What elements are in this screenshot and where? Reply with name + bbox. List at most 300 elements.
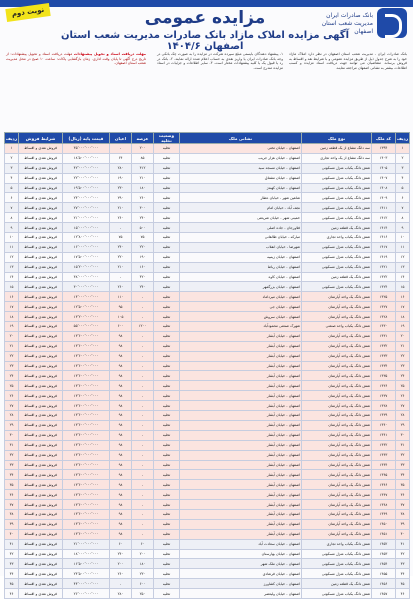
table-row	[5, 391, 410, 401]
table-cell: ۳۳	[5, 460, 19, 470]
table-cell: ۸	[5, 213, 19, 223]
table-cell: -	[132, 519, 154, 529]
table-cell: اصفهان - خیابان بهارستان	[180, 549, 302, 559]
table-cell: ۳۱	[5, 440, 19, 450]
table-cell: شش دانگ یک واحد آپارتمان	[302, 490, 372, 500]
table-cell: ۱۳٬۶۰۰٬۰۰۰٬۰۰۰	[63, 411, 110, 421]
table-cell: ۲۵	[5, 381, 19, 391]
table-cell: شاهین شهر - خیابان عطار	[180, 193, 302, 203]
table-cell: شش دانگ یک واحد آپارتمان	[302, 341, 372, 351]
table-cell: اصفهان - خیابان آبشار	[180, 529, 302, 539]
table-cell: شش دانگ یکباب منزل مسکونی	[302, 569, 372, 579]
table-cell: ۲۹	[396, 420, 410, 430]
table-row	[5, 233, 410, 243]
table-cell: اصفهان - خیابان آبشار	[180, 411, 302, 421]
table-cell: ۲۹۰	[110, 193, 132, 203]
table-cell: شش دانگ یکباب منزل مسکونی	[302, 183, 372, 193]
table-cell: ۹۸	[110, 509, 132, 519]
table-cell: فلاورجان - جاده اصلی	[180, 223, 302, 233]
table-cell: ۱۴۲۲	[372, 272, 396, 282]
table-cell: ۵	[5, 183, 19, 193]
table-cell: اصفهان - خیابان سروش	[180, 312, 302, 322]
column-header: شرایط فروش	[19, 133, 63, 144]
table-cell: ۴۴	[396, 569, 410, 579]
table-cell: ۱۴۴۴	[372, 460, 396, 470]
table-cell: فروش نقدی و اقساط	[19, 539, 63, 549]
table-cell: فروش نقدی و اقساط	[19, 470, 63, 480]
column-header: نشانی ملک	[180, 133, 302, 144]
table-cell: تخلیه	[154, 480, 180, 490]
table-cell: تخلیه	[154, 490, 180, 500]
table-row	[5, 381, 410, 391]
table-cell: شش دانگ یک واحد آپارتمان	[302, 371, 372, 381]
table-cell: فروش نقدی و اقساط	[19, 529, 63, 539]
intro-deadline-highlight: مهلت دریافت اسناد و تحویل پیشنهادات	[73, 52, 146, 56]
table-cell: ۲۴۰	[110, 549, 132, 559]
table-cell: ۲۴٬۵۰۰٬۰۰۰٬۰۰۰	[63, 569, 110, 579]
table-cell: فروش نقدی و اقساط	[19, 500, 63, 510]
table-cell: ۱۳٬۶۰۰٬۰۰۰٬۰۰۰	[63, 361, 110, 371]
table-cell: -	[132, 302, 154, 312]
table-cell: فروش نقدی و اقساط	[19, 430, 63, 440]
table-cell: ۱۴۴۵	[372, 470, 396, 480]
table-cell: شش دانگ یک واحد آپارتمان	[302, 529, 372, 539]
table-cell: اصفهان - خیابان آبشار	[180, 480, 302, 490]
table-row	[5, 519, 410, 529]
table-row	[5, 470, 410, 480]
table-cell: فروش نقدی و اقساط	[19, 242, 63, 252]
table-cell: تخلیه	[154, 193, 180, 203]
table-cell: ۴۶	[396, 589, 410, 599]
table-cell: تخلیه	[154, 173, 180, 183]
table-cell: تخلیه	[154, 430, 180, 440]
table-cell: ۱۳٬۶۰۰٬۰۰۰٬۰۰۰	[63, 401, 110, 411]
table-cell: ۱۳	[396, 262, 410, 272]
table-cell: فروش نقدی و اقساط	[19, 490, 63, 500]
table-cell: ۱۳٬۶۰۰٬۰۰۰٬۰۰۰	[63, 500, 110, 510]
table-cell: فروش نقدی و اقساط	[19, 183, 63, 193]
table-cell: اصفهان - خیابان آبشار	[180, 331, 302, 341]
table-row	[5, 173, 410, 183]
table-cell: ۱۶۰	[132, 262, 154, 272]
table-cell: ۱۴۱۶	[372, 233, 396, 243]
table-cell: -	[132, 341, 154, 351]
table-cell: ۴۶	[5, 589, 19, 599]
table-row	[5, 480, 410, 490]
table-cell: ۹۸	[110, 381, 132, 391]
table-cell: اصفهان - خیابان مشتاق	[180, 173, 302, 183]
table-cell: ۱۴۲۵	[372, 292, 396, 302]
table-cell: ۴۴٬۰۰۰٬۰۰۰٬۰۰۰	[63, 579, 110, 589]
table-cell: اصفهان - خیابان آبشار	[180, 391, 302, 401]
table-cell: شش دانگ یک قطعه زمین	[302, 272, 372, 282]
table-cell: تخلیه	[154, 569, 180, 579]
table-cell: -	[132, 420, 154, 430]
table-cell: اصفهان - خیابان آبشار	[180, 341, 302, 351]
table-row	[5, 490, 410, 500]
table-cell: شش دانگ یک واحد آپارتمان	[302, 470, 372, 480]
table-cell: شش دانگ یک واحد آپارتمان	[302, 391, 372, 401]
table-cell: ۱۹۰	[132, 252, 154, 262]
table-cell: ۱۳٬۶۰۰٬۰۰۰٬۰۰۰	[63, 331, 110, 341]
table-cell: ۴۲٬۰۰۰٬۰۰۰٬۰۰۰	[63, 163, 110, 173]
table-cell: تخلیه	[154, 163, 180, 173]
table-row	[5, 361, 410, 371]
table-cell: ۹۸	[110, 529, 132, 539]
table-cell: شش دانگ یکباب منزل مسکونی	[302, 262, 372, 272]
table-cell: اصفهان - خیابان فرشادی	[180, 569, 302, 579]
table-cell: شش دانگ یکباب منزل مسکونی	[302, 549, 372, 559]
table-cell: ۱۴۴۲	[372, 440, 396, 450]
table-cell: سه دانگ مشاع از یک قطعه زمین	[302, 144, 372, 154]
table-cell: -	[132, 430, 154, 440]
table-cell: نجف آباد - خیابان امام	[180, 203, 302, 213]
table-cell: ۲۲	[396, 351, 410, 361]
table-cell: تخلیه	[154, 519, 180, 529]
table-cell: ۱۲	[396, 252, 410, 262]
table-row	[5, 539, 410, 549]
table-cell: فروش نقدی و اقساط	[19, 223, 63, 233]
table-cell: فروش نقدی و اقساط	[19, 282, 63, 292]
table-cell: فروش نقدی و اقساط	[19, 233, 63, 243]
turn-badge: نوبت دوم	[5, 3, 50, 22]
table-body	[5, 144, 410, 599]
table-cell: ۱۵	[5, 282, 19, 292]
table-cell: ۱۴۰۵	[372, 163, 396, 173]
table-cell: تخلیه	[154, 460, 180, 470]
table-cell: ۱۵	[396, 282, 410, 292]
table-cell: ۴۲	[5, 549, 19, 559]
intro-deadline-text: مهلت دریافت اسناد و تحویل پیشنهادات: از تاریخ درج آگهی تا پایان وقت اداری. زمان بازگشایی پاکات: ساعت ۱۰ صبح در محل مدیریت شعب استان اصفهان.	[6, 52, 146, 66]
top-color-band	[0, 0, 413, 7]
table-cell: ۶۰	[132, 539, 154, 549]
table-cell: ۶۰	[110, 539, 132, 549]
table-cell: اصفهان - خیابان سعادت آباد	[180, 539, 302, 549]
table-cell: ۱۴۱۲	[372, 213, 396, 223]
table-cell: تخلیه	[154, 589, 180, 599]
table-cell: فروش نقدی و اقساط	[19, 460, 63, 470]
table-cell: ۲۶۰	[110, 213, 132, 223]
table-cell: فروش نقدی و اقساط	[19, 420, 63, 430]
table-cell: ۷	[5, 203, 19, 213]
table-cell: تخلیه	[154, 351, 180, 361]
table-cell: ۷	[396, 203, 410, 213]
table-cell: -	[132, 470, 154, 480]
table-row	[5, 351, 410, 361]
table-cell: شش دانگ یکباب واحد تجاری	[302, 233, 372, 243]
table-cell: ۱۴۱۹	[372, 252, 396, 262]
table-cell: تخلیه	[154, 233, 180, 243]
table-cell: فروش نقدی و اقساط	[19, 144, 63, 154]
table-cell: ۱۵٬۰۰۰٬۰۰۰٬۰۰۰	[63, 223, 110, 233]
table-cell: شش دانگ یک قطعه زمین	[302, 223, 372, 233]
notice-subtitle: آگهی مزایده املاک مازاد بانک صادرات مدیریت شعب استان اصفهان ۱۴۰۴/۶	[60, 30, 350, 52]
table-cell: فروش نقدی و اقساط	[19, 509, 63, 519]
table-cell: ۳۶	[396, 490, 410, 500]
table-cell: ۲۶۰	[110, 282, 132, 292]
table-cell: شش دانگ یک واحد آپارتمان	[302, 312, 372, 322]
table-cell: ۳۴	[5, 470, 19, 480]
table-row	[5, 430, 410, 440]
table-cell: فروش نقدی و اقساط	[19, 559, 63, 569]
table-cell: ۲۶۰	[132, 193, 154, 203]
table-cell: خمینی شهر - خیابان شریعتی	[180, 213, 302, 223]
table-cell: سه دانگ مشاع از یک واحد تجاری	[302, 153, 372, 163]
table-cell: ۴	[5, 173, 19, 183]
table-cell: ۱۳٬۶۰۰٬۰۰۰٬۰۰۰	[63, 450, 110, 460]
table-cell: شش دانگ یکباب منزل مسکونی	[302, 559, 372, 569]
table-cell: ۳۲	[5, 450, 19, 460]
table-cell: ۹۸	[110, 391, 132, 401]
table-cell: -	[132, 480, 154, 490]
table-cell: فروش نقدی و اقساط	[19, 440, 63, 450]
table-cell: -	[132, 509, 154, 519]
table-cell: شش دانگ یک واحد آپارتمان	[302, 420, 372, 430]
table-cell: ۹۸	[110, 351, 132, 361]
table-cell: اصفهان - خیابان تختی	[180, 144, 302, 154]
table-cell: ۳۲	[396, 450, 410, 460]
table-cell: فروش نقدی و اقساط	[19, 381, 63, 391]
table-cell: ۳۶	[5, 490, 19, 500]
table-cell: ۱	[396, 144, 410, 154]
table-cell: ۴۳	[396, 559, 410, 569]
table-row	[5, 529, 410, 539]
table-cell: ۱۲٬۵۰۰٬۰۰۰٬۰۰۰	[63, 302, 110, 312]
table-row	[5, 193, 410, 203]
table-cell: -	[132, 450, 154, 460]
table-cell: تخلیه	[154, 341, 180, 351]
table-cell: تخلیه	[154, 361, 180, 371]
table-cell: شش دانگ یک واحد آپارتمان	[302, 292, 372, 302]
table-cell: اصفهان - خیابان رباط	[180, 262, 302, 272]
table-cell: شش دانگ یک واحد آپارتمان	[302, 450, 372, 460]
table-cell: ۳۷	[5, 500, 19, 510]
bank-unit: مدیریت شعب استان اصفهان	[321, 20, 373, 35]
table-cell: اصفهان - خیابان آبشار	[180, 440, 302, 450]
table-cell: ۹۸	[110, 490, 132, 500]
table-cell: ۹۸	[110, 420, 132, 430]
table-cell: ۲۳۰	[110, 183, 132, 193]
table-cell: -	[132, 381, 154, 391]
table-cell: فروش نقدی و اقساط	[19, 549, 63, 559]
table-cell: ۴۰	[396, 529, 410, 539]
table-cell: ۱۵٬۲۰۰٬۰۰۰٬۰۰۰	[63, 262, 110, 272]
table-cell: شش دانگ یک واحد آپارتمان	[302, 509, 372, 519]
table-cell: فروش نقدی و اقساط	[19, 371, 63, 381]
table-cell: ۲۴۰	[132, 282, 154, 292]
table-cell: -	[110, 144, 132, 154]
table-cell: ۲۱٬۰۰۰٬۰۰۰٬۰۰۰	[63, 539, 110, 549]
table-cell: ۱۴۳۱	[372, 331, 396, 341]
table-cell: اصفهان - خیابان هزار جریب	[180, 153, 302, 163]
table-cell: ۱۹	[5, 322, 19, 332]
table-cell: ۲	[396, 153, 410, 163]
table-cell: ۲۱	[5, 341, 19, 351]
table-cell: ۱۶٬۰۰۰٬۰۰۰٬۰۰۰	[63, 242, 110, 252]
table-cell: ۱۴۵۲	[372, 539, 396, 549]
table-row	[5, 549, 410, 559]
table-cell: تخلیه	[154, 579, 180, 589]
table-cell: ۱۳٬۶۰۰٬۰۰۰٬۰۰۰	[63, 420, 110, 430]
table-cell: ۱۷	[5, 302, 19, 312]
table-cell: ۳۰۰	[132, 203, 154, 213]
table-cell: ۵	[396, 183, 410, 193]
table-cell: ۲۱۰	[110, 262, 132, 272]
column-header: قیمت پایه (ریال)	[63, 133, 110, 144]
table-cell: ۱۴۴۹	[372, 509, 396, 519]
table-cell: ۳۷	[396, 500, 410, 510]
table-cell: تخلیه	[154, 302, 180, 312]
table-cell: ۱۴۳۲	[372, 341, 396, 351]
table-cell: فروش نقدی و اقساط	[19, 322, 63, 332]
table-cell: ۱۴۴۶	[372, 480, 396, 490]
table-cell: ۹۸	[110, 470, 132, 480]
table-cell: ۱۲٬۸۰۰٬۰۰۰٬۰۰۰	[63, 233, 110, 243]
table-row	[5, 411, 410, 421]
table-cell: ۱۴۲۷	[372, 302, 396, 312]
table-cell: تخلیه	[154, 381, 180, 391]
table-cell: شش دانگ یک واحد آپارتمان	[302, 480, 372, 490]
table-cell: ۲۲۰	[132, 242, 154, 252]
table-cell: شش دانگ یکباب منزل مسکونی	[302, 203, 372, 213]
table-cell: فروش نقدی و اقساط	[19, 341, 63, 351]
table-cell: ۱۳٬۶۰۰٬۰۰۰٬۰۰۰	[63, 381, 110, 391]
column-header: کد ملک	[372, 133, 396, 144]
table-cell: شش دانگ یکباب منزل مسکونی	[302, 242, 372, 252]
table-cell: ۲۰۰	[132, 144, 154, 154]
table-row	[5, 559, 410, 569]
table-cell: ۵۰۰	[132, 223, 154, 233]
table-cell: ۱۴۳۹	[372, 411, 396, 421]
table-cell: اصفهان - خیابان مسجد سید	[180, 163, 302, 173]
table-cell: -	[132, 371, 154, 381]
table-cell: ۹۸	[110, 430, 132, 440]
table-cell: فروش نقدی و اقساط	[19, 450, 63, 460]
table-cell: شش دانگ یک واحد آپارتمان	[302, 460, 372, 470]
table-cell: ۳۰٬۰۰۰٬۰۰۰٬۰۰۰	[63, 282, 110, 292]
table-cell: تخلیه	[154, 509, 180, 519]
table-cell: ۱۴۳۶	[372, 381, 396, 391]
table-cell: ۱۳٬۶۰۰٬۰۰۰٬۰۰۰	[63, 480, 110, 490]
table-row	[5, 153, 410, 163]
table-cell: ۲۷	[5, 401, 19, 411]
table-cell: -	[132, 312, 154, 322]
table-cell: ۶	[396, 193, 410, 203]
table-cell: اصفهان - خیابان زینبیه	[180, 252, 302, 262]
table-cell: ۲۸۰	[110, 163, 132, 173]
table-cell: ۶۰۰	[110, 322, 132, 332]
table-cell: ۹۸	[110, 460, 132, 470]
table-cell: ۲۶۰	[110, 569, 132, 579]
table-cell: تخلیه	[154, 223, 180, 233]
table-cell: ۱۰۵	[110, 312, 132, 322]
table-cell: ۲۳۰	[132, 569, 154, 579]
table-cell: ۲۰۰	[110, 559, 132, 569]
table-cell: تخلیه	[154, 312, 180, 322]
table-cell: تخلیه	[154, 549, 180, 559]
table-cell: شهرضا - خیابان انقلاب	[180, 242, 302, 252]
table-cell: ۹۸	[110, 411, 132, 421]
table-row	[5, 371, 410, 381]
table-cell: ۳۸	[396, 509, 410, 519]
table-cell: ۱۳٬۶۰۰٬۰۰۰٬۰۰۰	[63, 460, 110, 470]
table-cell: اصفهان - خیابان آبشار	[180, 500, 302, 510]
table-cell: ۹۸	[110, 519, 132, 529]
table-cell: ۲۷٬۰۰۰٬۰۰۰٬۰۰۰	[63, 203, 110, 213]
table-cell: ۲	[5, 153, 19, 163]
table-cell: اصفهان - خیابان آبشار	[180, 371, 302, 381]
table-row	[5, 203, 410, 213]
table-row	[5, 292, 410, 302]
table-cell: ۱۴۵۴	[372, 559, 396, 569]
table-cell: فروش نقدی و اقساط	[19, 163, 63, 173]
table-cell: ۴۳	[5, 559, 19, 569]
table-cell: ۱۱	[5, 242, 19, 252]
table-cell: ۱۴۵۱	[372, 529, 396, 539]
table-cell: اصفهان - خیابان آبشار	[180, 460, 302, 470]
column-header: عرصه	[132, 133, 154, 144]
table-row	[5, 401, 410, 411]
table-row	[5, 509, 410, 519]
table-cell: ۲۰	[5, 331, 19, 341]
table-cell: ۴۲۰	[132, 272, 154, 282]
table-cell: تخلیه	[154, 153, 180, 163]
column-header: اعیان	[110, 133, 132, 144]
table-cell: ۱۳٬۶۰۰٬۰۰۰٬۰۰۰	[63, 529, 110, 539]
table-cell: ۵۵٬۰۰۰٬۰۰۰٬۰۰۰	[63, 322, 110, 332]
table-cell: ۲۵۰	[132, 589, 154, 599]
table-row	[5, 569, 410, 579]
column-header: ردیف	[5, 133, 19, 144]
bank-name: بانک صادرات ایران	[326, 12, 373, 19]
table-cell: فروش نقدی و اقساط	[19, 519, 63, 529]
table-cell: فروش نقدی و اقساط	[19, 302, 63, 312]
table-cell: ۱۴۴۱	[372, 430, 396, 440]
table-cell: ۲۷	[396, 401, 410, 411]
table-cell: ۳۹	[396, 519, 410, 529]
table-cell: فروش نقدی و اقساط	[19, 411, 63, 421]
table-cell: شش دانگ یک واحد آپارتمان	[302, 381, 372, 391]
table-cell: ۱۷	[396, 302, 410, 312]
table-cell: ۴۵	[396, 579, 410, 589]
table-cell: ۱۶	[5, 292, 19, 302]
table-cell: تخلیه	[154, 440, 180, 450]
table-cell: اصفهان - خیابان آبشار	[180, 420, 302, 430]
table-cell: ۲۴	[396, 371, 410, 381]
table-cell: فروش نقدی و اقساط	[19, 480, 63, 490]
table-cell: ۲۲۰	[110, 252, 132, 262]
table-cell: تخلیه	[154, 203, 180, 213]
table-cell: شش دانگ یک واحد آپارتمان	[302, 361, 372, 371]
table-cell: ۴۱	[396, 539, 410, 549]
intro-text-middle: ۱- پیشنهاد دهندگان بایستی مبلغ سپرده شرکت در مزایده را به صورت چک بانکی در وجه بانک صادرات ایران یا واریز نقدی به حساب اعلام شده ارائه نمایند. ۲- بانک در رد یا قبول یک یا کلیه پیشنهادات مختار است. ۳- سایر اطلاعات و جزئیات در اسناد مزایده مندرج است.	[157, 52, 284, 70]
table-cell: شش دانگ یکباب منزل مسکونی	[302, 252, 372, 262]
table-cell: شش دانگ یک واحد آپارتمان	[302, 351, 372, 361]
table-cell: شش دانگ یکباب واحد صنعتی	[302, 322, 372, 332]
table-cell: شهرک صنعتی محمودآباد	[180, 322, 302, 332]
table-cell: ۳۹	[5, 519, 19, 529]
table-cell: ۱۷٬۵۰۰٬۰۰۰٬۰۰۰	[63, 252, 110, 262]
table-cell: ۹۸	[110, 450, 132, 460]
table-cell: ۱۸٬۰۰۰٬۰۰۰٬۰۰۰	[63, 549, 110, 559]
table-cell: مبارکه - خیابان طالقانی	[180, 233, 302, 243]
table-cell: ۱۱۰	[110, 292, 132, 302]
table-cell: تخلیه	[154, 371, 180, 381]
table-cell: ۲۶	[5, 391, 19, 401]
table-cell: فروش نقدی و اقساط	[19, 569, 63, 579]
table-cell: تخلیه	[154, 331, 180, 341]
table-cell: ۱۸	[5, 312, 19, 322]
